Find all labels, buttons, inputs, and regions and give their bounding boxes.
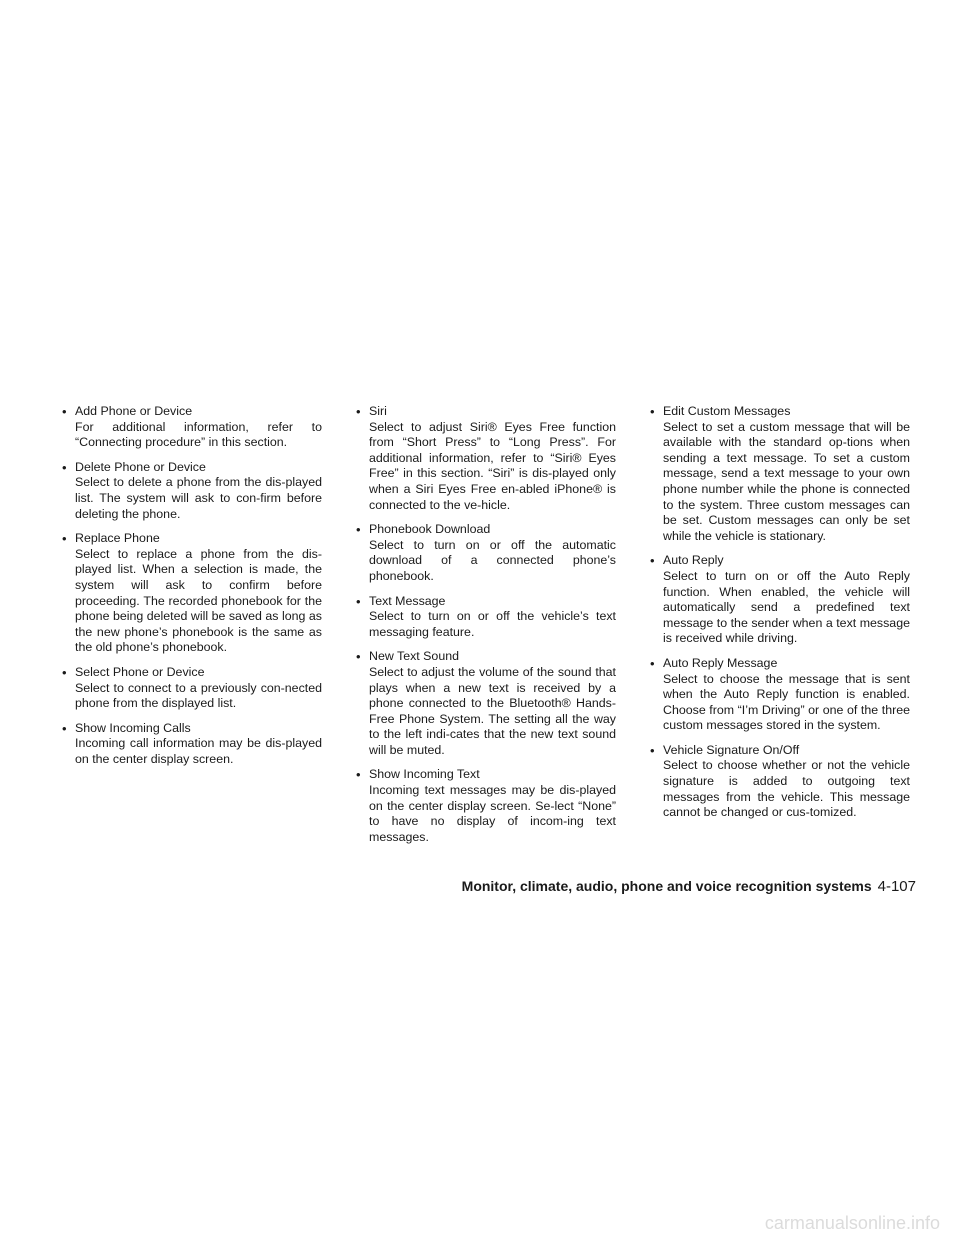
- item-title: Auto Reply Message: [663, 655, 778, 670]
- bullet-mark: •: [62, 720, 67, 736]
- bullet-mark: •: [650, 655, 655, 671]
- list-item: [60, 721, 322, 768]
- item-title: Show Incoming Calls: [75, 720, 191, 735]
- bullet-mark: •: [356, 404, 361, 419]
- list-item: [354, 767, 616, 845]
- bullet-mark: •: [356, 522, 361, 538]
- page-footer: [462, 877, 916, 896]
- bullet-mark: •: [356, 649, 361, 665]
- item-title: Select Phone or Device: [75, 664, 205, 679]
- item-description: Select to choose the message that is sent when the Auto Reply function is enabled. Choose from “I’m Driving” or one of the three custom messages stored in the system.: [663, 671, 910, 733]
- bullet-mark: •: [650, 404, 655, 419]
- item-title: New Text Sound: [369, 649, 460, 664]
- list-item: [354, 522, 616, 584]
- item-description: Select to turn on or off the automatic download of a connected phone’s phonebook.: [369, 537, 616, 583]
- list-item: [648, 656, 910, 734]
- item-description: Select to connect to a previously con-nected phone from the displayed list.: [75, 680, 322, 711]
- bullet-mark: •: [356, 767, 361, 783]
- list-item: [60, 531, 322, 656]
- column-left: [60, 404, 322, 776]
- list-item: [648, 553, 910, 647]
- bullet-mark: •: [62, 459, 67, 475]
- item-title: Replace Phone: [75, 531, 160, 546]
- watermark: carmanualsonline.info: [764, 1213, 940, 1233]
- item-title: Siri: [369, 404, 387, 418]
- bullet-mark: •: [650, 553, 655, 569]
- item-title: Vehicle Signature On/Off: [663, 742, 800, 757]
- item-title: Phonebook Download: [369, 522, 491, 537]
- item-description: Select to set a custom message that will be available with the standard op-tions when sending a text message. To set a custom message, send a text message to your own phone number while the phone is connected to the system. Three custom messages can be set. Custom messages can only be set while the vehicle is stationary.: [663, 419, 910, 543]
- item-description: Select to turn on or off the Auto Reply function. When enabled, the vehicle will automatically send a predefined text message to the sender when a text message is received while driving.: [663, 568, 910, 646]
- page-number: 4-107: [877, 878, 916, 895]
- bullet-mark: •: [356, 593, 361, 609]
- item-description: Select to turn on or off the vehicle’s text messaging feature.: [369, 609, 616, 639]
- item-description: Incoming call information may be dis-played on the center display screen.: [75, 736, 322, 766]
- list-item: [648, 743, 910, 821]
- item-title: Auto Reply: [663, 553, 724, 568]
- item-description: Select to adjust Siri® Eyes Free function from “Short Press” to “Long Press”. For additional information, refer to “Siri® Eyes Free” in this section. “Siri” is dis-played only when a Siri Eyes Free en-abled iPhone® is connected to the ve-hicle.: [369, 419, 616, 512]
- list-item: [354, 594, 616, 641]
- column-right: [648, 404, 910, 830]
- item-title: Text Message: [369, 593, 446, 608]
- bullet-mark: •: [62, 404, 67, 419]
- item-title: Edit Custom Messages: [663, 404, 791, 418]
- list-item: [354, 404, 616, 513]
- item-title: Add Phone or Device: [75, 404, 193, 418]
- item-description: Select to delete a phone from the dis-played list. The system will ask to con-firm before deleting the phone.: [75, 475, 322, 521]
- list-item: [648, 404, 910, 544]
- item-description: For additional information, refer to “Connecting procedure” in this section.: [75, 419, 322, 450]
- list-item: [354, 649, 616, 758]
- item-description: Select to adjust the volume of the sound that plays when a new text is received by a phone connected to the Bluetooth® Hands-Free Phone System. The setting all the way to the left indi-cates that the new text sound will be muted.: [369, 664, 616, 757]
- bullet-mark: •: [62, 531, 67, 547]
- column-middle: [354, 404, 616, 854]
- item-description: Incoming text messages may be dis-played on the center display screen. Se-lect “None” to have no display of incom-ing text messages.: [369, 783, 616, 844]
- list-item: [60, 460, 322, 522]
- item-title: Show Incoming Text: [369, 767, 480, 782]
- item-title: Delete Phone or Device: [75, 459, 206, 474]
- item-description: Select to choose whether or not the vehicle signature is added to outgoing text messages from the vehicle. This message cannot be changed or cus-tomized.: [663, 758, 910, 820]
- section-title: Monitor, climate, audio, phone and voice recognition systems: [461, 878, 872, 894]
- list-item: [60, 665, 322, 712]
- item-description: Select to replace a phone from the dis-played list. When a selection is made, the system will ask to confirm before proceeding. The recorded phonebook for the phone being deleted will be saved as long as the new phone’s phonebook is the same as the old phone’s phonebook.: [75, 546, 322, 655]
- list-item: [60, 404, 322, 451]
- bullet-mark: •: [62, 664, 67, 680]
- bullet-mark: •: [650, 742, 655, 758]
